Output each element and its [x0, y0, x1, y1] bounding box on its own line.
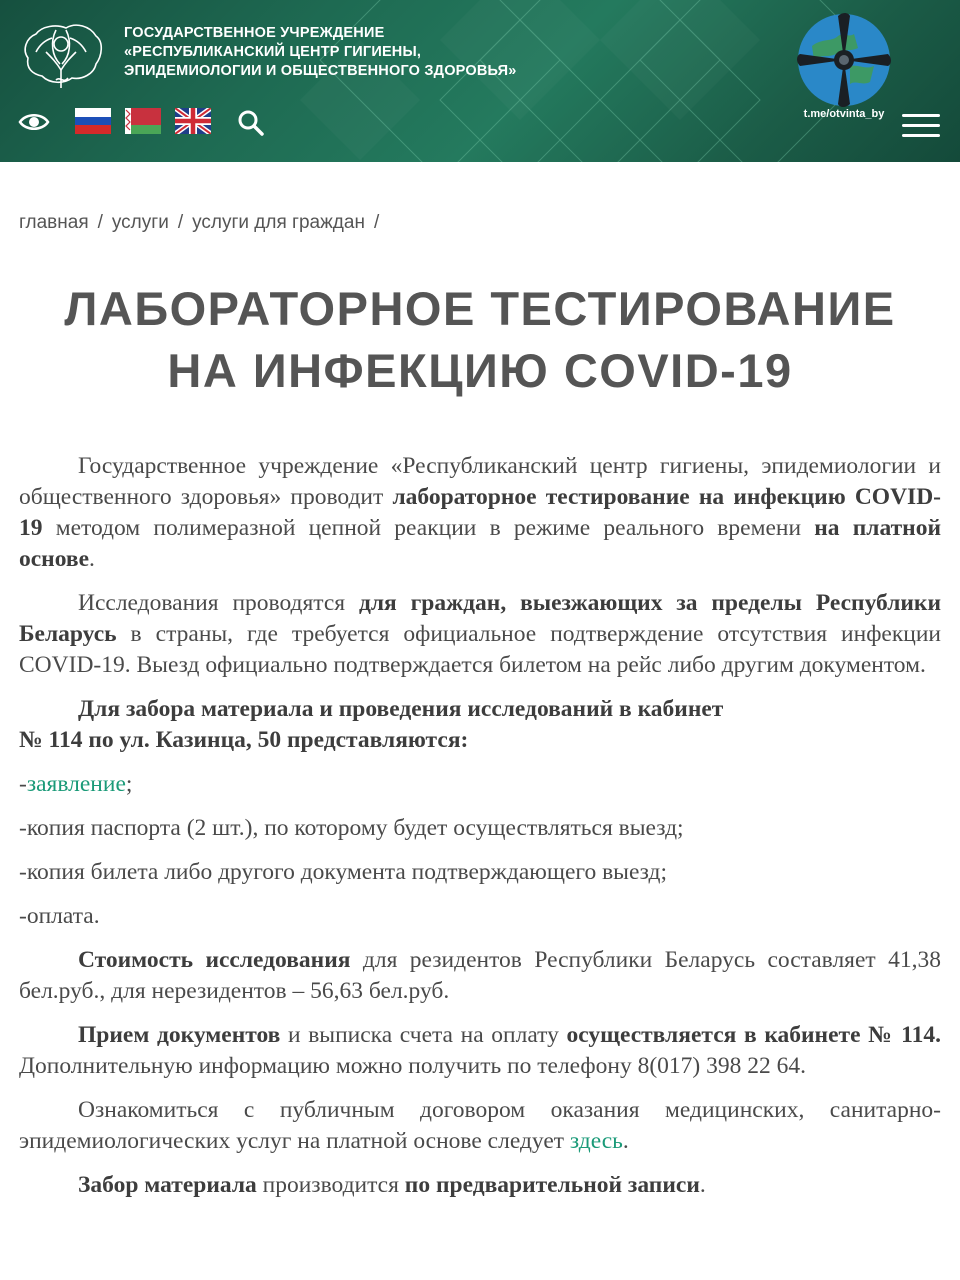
breadcrumb-separator: /	[373, 212, 380, 233]
eye-icon[interactable]	[18, 110, 50, 134]
flag-russia-icon[interactable]	[75, 108, 111, 134]
bold-text: для граждан, выезжающих за пределы Республики Беларусь	[19, 590, 941, 647]
list-item: -копия билета либо другого документа подтверждающего выезд;	[19, 859, 668, 885]
bold-text: лабораторное тестирование на инфекцию COVID-19	[19, 484, 942, 541]
bold-text: № 114 по ул. Казинца, 50 представляются:	[19, 727, 469, 753]
text: в страны, где требуется официальное подтверждение отсутствия инфекции COVID-19. Выезд официально подтверждается билетом на рейс либо другим документом.	[19, 621, 941, 678]
text: методом полимеразной цепной реакции в режиме реального времени	[42, 515, 815, 541]
org-name-line1: ГОСУДАРСТВЕННОЕ УЧРЕЖДЕНИЕ	[124, 25, 385, 41]
list-item: -оплата.	[19, 903, 100, 929]
bold-text: Стоимость исследования	[78, 947, 351, 973]
flag-belarus-icon[interactable]	[125, 108, 161, 134]
text: .	[89, 546, 95, 572]
paragraph-price	[19, 945, 941, 1007]
paragraph-contract	[19, 1095, 941, 1157]
page-title-line2: НА ИНФЕКЦИЮ COVID-19	[167, 344, 793, 397]
page-title	[0, 278, 960, 402]
text: -	[19, 771, 27, 797]
org-name-line3: ЭПИДЕМИОЛОГИИ И ОБЩЕСТВЕННОГО ЗДОРОВЬЯ»	[124, 63, 517, 79]
breadcrumb-separator: /	[177, 212, 184, 233]
text: для резидентов Республики Беларусь составляет 41,38 бел.руб., для нерезидентов – 56,63 бел.руб.	[19, 947, 941, 1004]
bold-text: Прием документов	[78, 1022, 281, 1048]
bold-text: Для забора материала и проведения исследований в кабинет	[78, 696, 724, 722]
org-name	[124, 24, 516, 81]
breadcrumb	[19, 212, 388, 234]
application-link[interactable]: заявление	[26, 771, 126, 797]
paragraph-appointment	[19, 1170, 941, 1201]
telegram-link[interactable]: t.me/otvinta_by	[803, 108, 885, 120]
paragraph-intro	[19, 451, 941, 575]
list-item	[19, 769, 941, 800]
breadcrumb-separator: /	[97, 212, 103, 233]
bold-text: осуществляется в кабинете № 114.	[566, 1022, 941, 1048]
breadcrumb-home[interactable]: главная	[19, 212, 89, 233]
text: Ознакомиться с публичным договором оказания медицинских, санитарно-эпидемиологических услуг на платной основе следует	[19, 1097, 941, 1154]
text: .	[699, 1172, 706, 1198]
search-icon[interactable]	[237, 109, 265, 137]
text: Исследования проводятся	[78, 590, 359, 616]
bold-text: Забор материала	[78, 1172, 257, 1198]
text: .	[622, 1128, 629, 1154]
list-item: -копия паспорта (2 шт.), по которому будет осуществляться выезд;	[19, 815, 684, 841]
contract-link[interactable]: здесь	[569, 1128, 623, 1154]
text: Государственное учреждение «Республиканский центр гигиены, эпидемиологии и общественного здоровья» проводит	[19, 453, 941, 510]
text: и выписка счета на оплату	[280, 1022, 567, 1048]
text: ;	[125, 771, 133, 797]
bold-text: на платной основе	[19, 515, 941, 572]
org-logo[interactable]	[16, 12, 108, 92]
text: Дополнительную информацию можно получить по телефону 8(017) 398 22 64.	[19, 1053, 806, 1079]
flag-uk-icon[interactable]	[175, 108, 211, 134]
menu-hamburger-icon[interactable]	[902, 112, 942, 140]
paragraph-requirements-heading	[19, 694, 941, 756]
breadcrumb-services[interactable]: услуги	[111, 212, 169, 233]
text: производится	[256, 1172, 405, 1198]
org-name-line2: «РЕСПУБЛИКАНСКИЙ ЦЕНТР ГИГИЕНЫ,	[124, 44, 422, 60]
site-header	[0, 0, 960, 162]
paragraph-documents	[19, 1020, 941, 1082]
bold-text: по предварительной записи	[404, 1172, 700, 1198]
page-title-line1: ЛАБОРАТОРНОЕ ТЕСТИРОВАНИЕ	[64, 282, 896, 335]
breadcrumb-services-citizens[interactable]: услуги для граждан	[192, 212, 365, 233]
propeller-globe-icon[interactable]	[792, 8, 896, 112]
article-content	[19, 451, 941, 1201]
paragraph-eligibility	[19, 588, 941, 681]
